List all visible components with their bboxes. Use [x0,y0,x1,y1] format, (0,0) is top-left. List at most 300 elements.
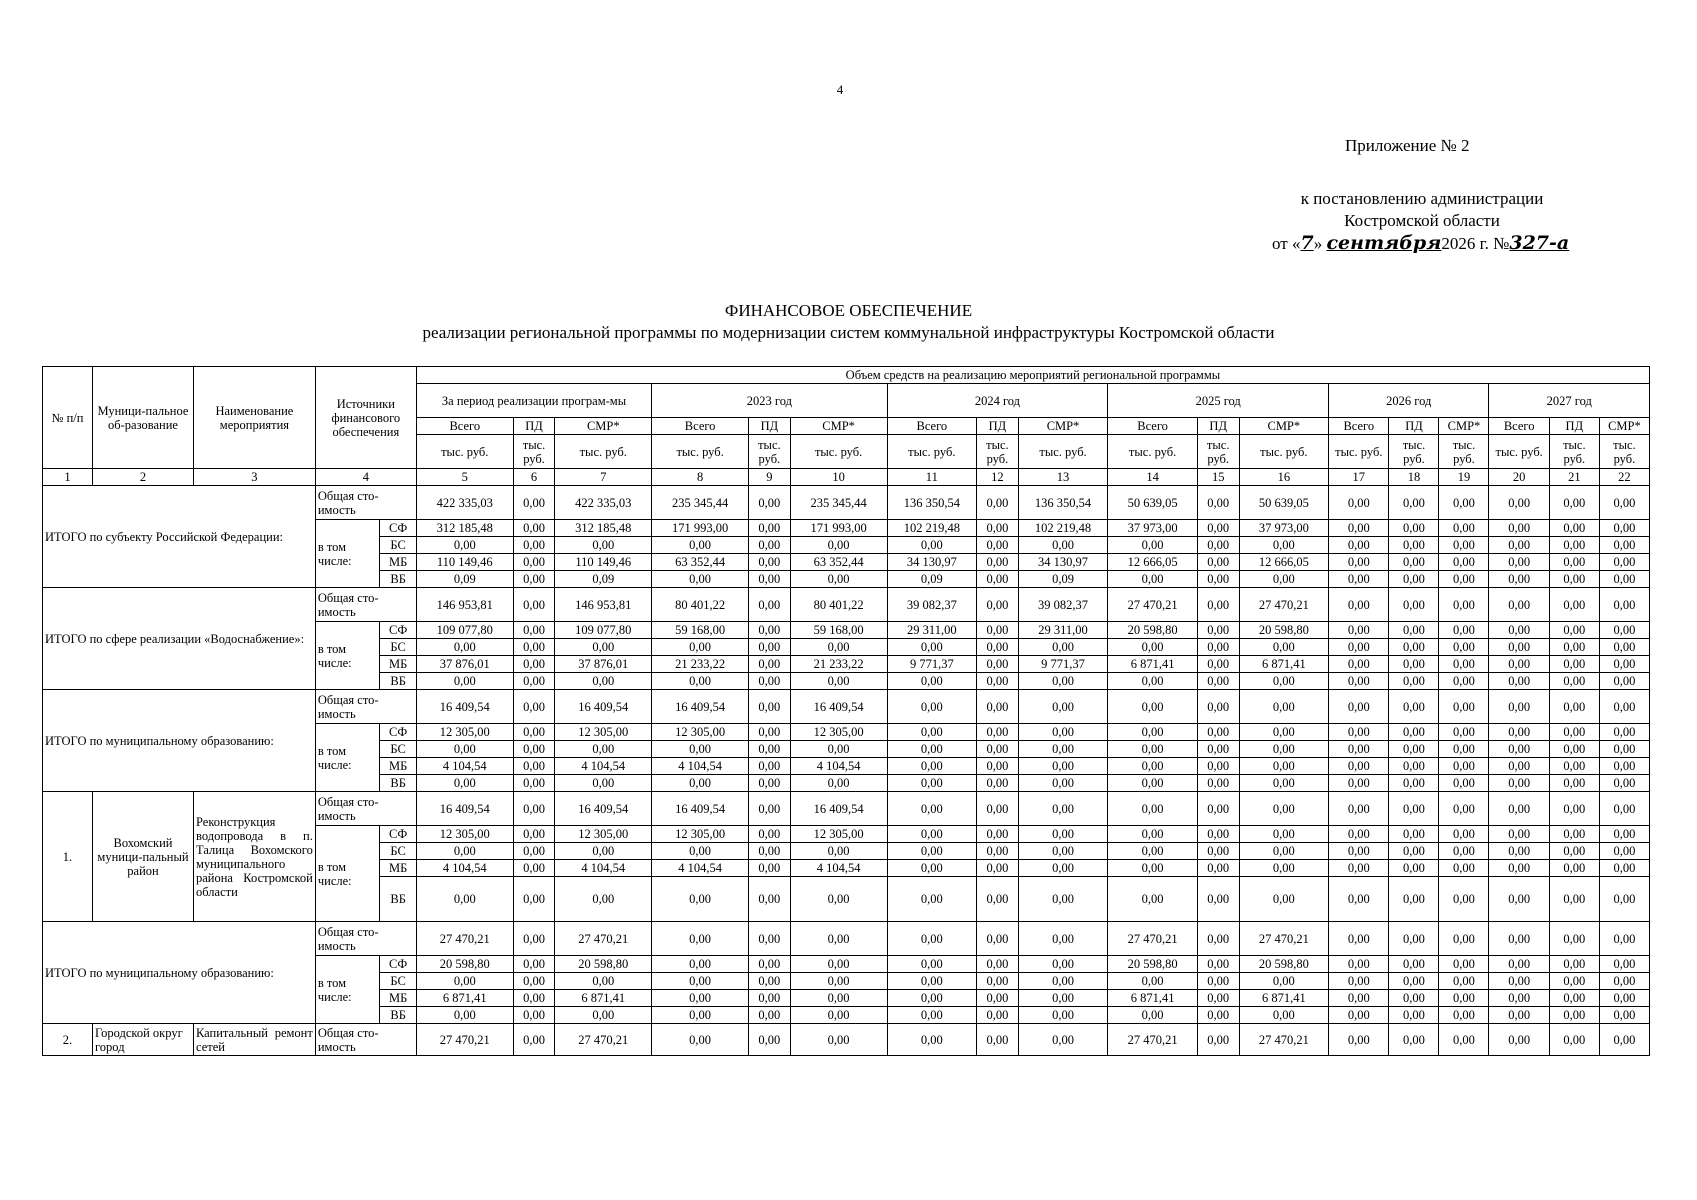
value-cell: 0,00 [652,956,749,973]
value-cell: 0,00 [1329,554,1389,571]
value-cell: 0,00 [513,571,555,588]
value-cell: 0,00 [749,656,791,673]
value-cell: 0,00 [1108,775,1198,792]
value-cell: 0,00 [1439,673,1489,690]
value-cell: 0,00 [1599,673,1649,690]
column-number: 14 [1108,469,1198,486]
value-cell: 4 104,54 [790,860,887,877]
value-cell: 0,00 [555,537,652,554]
value-cell: 0,00 [1549,1024,1599,1056]
value-cell: 0,00 [1389,571,1439,588]
source-code: СФ [380,956,416,973]
value-cell: 0,00 [1549,956,1599,973]
value-cell: 50 639,05 [1239,486,1329,520]
value-cell: 0,00 [513,826,555,843]
value-cell: 0,00 [1599,537,1649,554]
value-cell: 0,00 [416,973,513,990]
value-cell: 0,00 [1239,1007,1329,1024]
value-cell: 0,00 [1389,792,1439,826]
value-cell: 0,00 [790,775,887,792]
value-cell: 0,00 [1239,877,1329,922]
value-cell: 0,00 [1018,724,1108,741]
column-number: 4 [315,469,416,486]
value-cell: 0,00 [513,673,555,690]
value-cell: 0,00 [977,571,1019,588]
value-cell: 0,00 [1239,973,1329,990]
value-cell: 0,00 [1108,826,1198,843]
value-cell: 0,00 [887,724,977,741]
total-cost-label: Общая сто-имость [315,922,416,956]
value-cell: 0,00 [790,1007,887,1024]
value-cell: 0,00 [977,588,1019,622]
value-cell: 0,00 [1197,990,1239,1007]
value-cell: 0,00 [555,775,652,792]
source-code: СФ [380,622,416,639]
source-code: СФ [380,724,416,741]
value-cell: 0,00 [513,1007,555,1024]
handwritten-number: 327-а [1509,232,1570,254]
value-cell: 0,00 [977,537,1019,554]
source-code: БС [380,741,416,758]
value-cell: 0,00 [1549,758,1599,775]
subheader-cell: ПД [1549,418,1599,435]
value-cell: 0,00 [652,990,749,1007]
value-cell: 0,00 [749,922,791,956]
value-cell: 0,00 [1197,741,1239,758]
value-cell: 0,00 [1239,571,1329,588]
subheader-cell: ПД [1389,418,1439,435]
item-number: 1. [43,792,93,922]
value-cell: 136 350,54 [1018,486,1108,520]
decree-reference [1272,188,1572,255]
value-cell: 0,00 [1439,724,1489,741]
total-cost-label: Общая сто-имость [315,486,416,520]
including-label: в том числе: [315,622,380,690]
value-cell: 0,00 [749,1024,791,1056]
including-label: в том числе: [315,724,380,792]
column-number: 13 [1018,469,1108,486]
value-cell: 0,00 [1389,690,1439,724]
value-cell: 0,00 [1489,758,1549,775]
value-cell: 16 409,54 [416,792,513,826]
value-cell: 0,00 [790,990,887,1007]
value-cell: 0,00 [1549,792,1599,826]
value-cell: 0,00 [513,843,555,860]
subheader-cell: Всего [1108,418,1198,435]
value-cell: 0,00 [416,741,513,758]
unit-cell: тыс. руб. [749,435,791,469]
value-cell: 0,00 [977,673,1019,690]
value-cell: 0,00 [977,554,1019,571]
value-cell: 0,00 [1489,741,1549,758]
value-cell: 0,00 [1197,860,1239,877]
value-cell: 0,00 [1599,690,1649,724]
column-number: 11 [887,469,977,486]
value-cell: 27 470,21 [555,1024,652,1056]
value-cell: 0,00 [1549,860,1599,877]
value-cell: 0,00 [1389,775,1439,792]
value-cell: 0,00 [1329,990,1389,1007]
value-cell: 0,00 [1197,537,1239,554]
header-period-2026: 2026 год [1329,384,1489,418]
value-cell: 0,00 [977,656,1019,673]
value-cell: 0,00 [1439,826,1489,843]
subheader-cell: Всего [652,418,749,435]
value-cell: 0,00 [1108,537,1198,554]
value-cell: 0,00 [977,775,1019,792]
item-municipality: Вохомский муници-пальный район [92,792,193,922]
value-cell: 0,00 [1329,724,1389,741]
value-cell: 6 871,41 [555,990,652,1007]
value-cell: 0,00 [1018,956,1108,973]
value-cell: 0,00 [513,724,555,741]
value-cell: 0,00 [1489,588,1549,622]
value-cell: 0,00 [887,973,977,990]
source-code: МБ [380,758,416,775]
value-cell: 0,00 [1329,690,1389,724]
value-cell: 0,00 [790,956,887,973]
value-cell: 0,00 [1439,956,1489,973]
value-cell: 0,00 [1549,571,1599,588]
value-cell: 63 352,44 [790,554,887,571]
value-cell: 16 409,54 [555,792,652,826]
value-cell: 0,00 [1329,775,1389,792]
value-cell: 0,00 [513,775,555,792]
value-cell: 0,00 [1439,843,1489,860]
value-cell: 0,00 [555,877,652,922]
value-cell: 0,00 [1389,956,1439,973]
value-cell: 0,00 [1108,741,1198,758]
value-cell: 0,00 [1599,571,1649,588]
value-cell: 0,00 [1197,973,1239,990]
value-cell: 110 149,46 [416,554,513,571]
value-cell: 0,00 [652,877,749,922]
value-cell: 0,00 [887,792,977,826]
value-cell: 0,00 [652,571,749,588]
value-cell: 12 666,05 [1108,554,1198,571]
source-code: СФ [380,520,416,537]
column-number: 17 [1329,469,1389,486]
subheader-cell: ПД [513,418,555,435]
handwritten-day: 7 [1300,232,1314,254]
value-cell: 0,00 [1549,486,1599,520]
value-cell: 0,00 [1197,792,1239,826]
value-cell: 0,00 [977,973,1019,990]
value-cell: 27 470,21 [1239,1024,1329,1056]
subheader-cell: Всего [416,418,513,435]
value-cell: 0,00 [1389,922,1439,956]
value-cell: 20 598,80 [555,956,652,973]
value-cell: 0,00 [1329,673,1389,690]
value-cell: 0,00 [513,973,555,990]
total-cost-label: Общая сто-имость [315,1024,416,1056]
value-cell: 0,00 [652,741,749,758]
value-cell: 0,00 [749,741,791,758]
column-number: 21 [1549,469,1599,486]
value-cell: 12 305,00 [555,826,652,843]
value-cell: 27 470,21 [555,922,652,956]
total-cost-label: Общая сто-имость [315,588,416,622]
source-code: МБ [380,554,416,571]
value-cell: 0,00 [1549,826,1599,843]
value-cell: 0,00 [1239,860,1329,877]
value-cell: 0,00 [887,639,977,656]
value-cell: 0,00 [1549,775,1599,792]
value-cell: 0,00 [513,554,555,571]
value-cell: 4 104,54 [790,758,887,775]
value-cell: 20 598,80 [1108,956,1198,973]
value-cell: 0,00 [1197,486,1239,520]
value-cell: 6 871,41 [1108,990,1198,1007]
value-cell: 0,00 [513,758,555,775]
value-cell: 0,00 [1329,922,1389,956]
value-cell: 0,00 [513,877,555,922]
value-cell: 37 876,01 [555,656,652,673]
subheader-cell: ПД [749,418,791,435]
value-cell: 0,00 [977,622,1019,639]
value-cell: 0,00 [1389,1007,1439,1024]
value-cell: 0,00 [887,990,977,1007]
column-number: 8 [652,469,749,486]
value-cell: 0,00 [555,741,652,758]
value-cell: 0,00 [790,922,887,956]
value-cell: 0,00 [1489,843,1549,860]
value-cell: 12 305,00 [790,826,887,843]
column-number: 1 [43,469,93,486]
value-cell: 0,00 [1489,860,1549,877]
value-cell: 39 082,37 [887,588,977,622]
value-cell: 0,00 [1329,860,1389,877]
value-cell: 27 470,21 [1108,1024,1198,1056]
value-cell: 0,00 [977,792,1019,826]
value-cell: 80 401,22 [790,588,887,622]
value-cell: 12 305,00 [652,826,749,843]
value-cell: 0,00 [1329,486,1389,520]
value-cell: 0,00 [1108,673,1198,690]
value-cell: 0,00 [977,1024,1019,1056]
value-cell: 0,00 [1599,588,1649,622]
value-cell: 0,00 [1329,622,1389,639]
value-cell: 0,00 [1108,860,1198,877]
value-cell: 12 305,00 [416,724,513,741]
source-code: МБ [380,656,416,673]
value-cell: 6 871,41 [416,990,513,1007]
value-cell: 0,00 [1389,673,1439,690]
header-period-total: За период реализации програм-мы [416,384,651,418]
value-cell: 0,00 [513,741,555,758]
value-cell: 0,00 [416,639,513,656]
subheader-cell: СМР* [790,418,887,435]
value-cell: 29 311,00 [887,622,977,639]
decree-date-line [1272,232,1572,255]
header-period-2023: 2023 год [652,384,887,418]
value-cell: 27 470,21 [416,922,513,956]
header-num: № п/п [43,367,93,469]
value-cell: 0,00 [887,537,977,554]
unit-cell: тыс. руб. [790,435,887,469]
value-cell: 4 104,54 [555,758,652,775]
value-cell: 59 168,00 [790,622,887,639]
value-cell: 0,00 [1197,775,1239,792]
column-number: 19 [1439,469,1489,486]
item-measure: Реконструкция водопровода в п. Талица Вохомского муниципального района Костромской области [194,792,316,922]
column-number: 22 [1599,469,1649,486]
value-cell: 0,00 [1549,1007,1599,1024]
value-cell: 9 771,37 [887,656,977,673]
including-label: в том числе: [315,826,380,922]
column-number: 3 [194,469,316,486]
unit-cell: тыс. руб. [887,435,977,469]
value-cell: 20 598,80 [1108,622,1198,639]
value-cell: 0,00 [416,673,513,690]
value-cell: 4 104,54 [416,860,513,877]
value-cell: 0,00 [1197,554,1239,571]
value-cell: 0,00 [1439,990,1489,1007]
value-cell: 0,00 [1439,571,1489,588]
including-label: в том числе: [315,520,380,588]
value-cell: 0,00 [1489,1007,1549,1024]
value-cell: 0,09 [416,571,513,588]
value-cell: 0,00 [1018,1024,1108,1056]
value-cell: 0,00 [749,486,791,520]
value-cell: 0,00 [977,956,1019,973]
value-cell: 37 973,00 [1239,520,1329,537]
value-cell: 0,00 [1489,877,1549,922]
value-cell: 0,00 [887,860,977,877]
value-cell: 235 345,44 [790,486,887,520]
unit-cell: тыс. руб. [555,435,652,469]
value-cell: 6 871,41 [1239,990,1329,1007]
value-cell: 0,00 [1599,877,1649,922]
value-cell: 0,00 [1329,956,1389,973]
value-cell: 0,00 [1108,1007,1198,1024]
header-period-2024: 2024 год [887,384,1108,418]
value-cell: 0,00 [1329,741,1389,758]
value-cell: 0,00 [1239,741,1329,758]
value-cell: 4 104,54 [416,758,513,775]
value-cell: 0,00 [1389,554,1439,571]
value-cell: 0,00 [1197,758,1239,775]
value-cell: 0,00 [513,588,555,622]
value-cell: 0,00 [887,877,977,922]
total-cost-label: Общая сто-имость [315,792,416,826]
value-cell: 0,00 [790,673,887,690]
source-code: ВБ [380,877,416,922]
unit-cell: тыс. руб. [1239,435,1329,469]
total-row [43,792,1650,826]
total-row [43,922,1650,956]
value-cell: 0,00 [790,571,887,588]
value-cell: 0,00 [1018,775,1108,792]
value-cell: 0,00 [1239,724,1329,741]
value-cell: 0,00 [1599,826,1649,843]
decree-line2: Костромской области [1344,211,1500,230]
value-cell: 171 993,00 [790,520,887,537]
value-cell: 0,00 [555,973,652,990]
value-cell: 0,00 [977,486,1019,520]
value-cell: 27 470,21 [1108,588,1198,622]
subheader-cell: СМР* [1018,418,1108,435]
value-cell: 0,00 [790,877,887,922]
column-number: 5 [416,469,513,486]
value-cell: 0,00 [1439,758,1489,775]
value-cell: 0,00 [1108,571,1198,588]
unit-cell: тыс. руб. [1489,435,1549,469]
value-cell: 63 352,44 [652,554,749,571]
value-cell: 0,00 [416,843,513,860]
value-cell: 80 401,22 [652,588,749,622]
column-number: 6 [513,469,555,486]
value-cell: 0,00 [1389,877,1439,922]
value-cell: 0,00 [977,741,1019,758]
total-row [43,588,1650,622]
value-cell: 0,00 [1329,877,1389,922]
value-cell: 0,00 [1197,588,1239,622]
value-cell: 0,00 [1329,537,1389,554]
value-cell: 0,00 [1329,973,1389,990]
value-cell: 0,00 [513,537,555,554]
value-cell: 0,00 [1549,741,1599,758]
subheader-cell: ПД [1197,418,1239,435]
column-number: 9 [749,469,791,486]
value-cell: 0,00 [652,1007,749,1024]
value-cell: 0,00 [1439,860,1489,877]
unit-cell: тыс. руб. [1018,435,1108,469]
value-cell: 422 335,03 [555,486,652,520]
value-cell: 0,00 [977,990,1019,1007]
value-cell: 0,00 [416,1007,513,1024]
value-cell: 0,00 [1018,990,1108,1007]
value-cell: 0,00 [749,758,791,775]
value-cell: 0,00 [1489,826,1549,843]
value-cell: 136 350,54 [887,486,977,520]
value-cell: 0,00 [1599,741,1649,758]
value-cell: 0,00 [1389,843,1439,860]
value-cell: 146 953,81 [555,588,652,622]
value-cell: 4 104,54 [555,860,652,877]
value-cell: 0,00 [652,537,749,554]
value-cell: 0,00 [1389,973,1439,990]
value-cell: 0,00 [977,826,1019,843]
financing-table [42,366,1650,1056]
value-cell: 0,00 [1599,990,1649,1007]
value-cell: 12 305,00 [416,826,513,843]
group-label: ИТОГО по сфере реализации «Водоснабжение»: [43,588,316,690]
value-cell: 0,00 [1018,860,1108,877]
value-cell: 20 598,80 [1239,956,1329,973]
value-cell: 0,00 [749,843,791,860]
value-cell: 0,00 [513,956,555,973]
value-cell: 16 409,54 [790,792,887,826]
value-cell: 0,00 [1489,973,1549,990]
value-cell: 0,00 [1599,792,1649,826]
value-cell: 0,00 [790,741,887,758]
value-cell: 34 130,97 [1018,554,1108,571]
value-cell: 0,00 [1329,571,1389,588]
value-cell: 0,00 [1239,843,1329,860]
value-cell: 0,00 [1489,990,1549,1007]
value-cell: 0,00 [1108,877,1198,922]
decree-line1: к постановлению администрации [1300,189,1544,208]
value-cell: 0,00 [977,860,1019,877]
unit-cell: тыс. руб. [1197,435,1239,469]
value-cell: 0,00 [1489,922,1549,956]
value-cell: 0,00 [1599,860,1649,877]
value-cell: 0,00 [1018,758,1108,775]
value-cell: 0,00 [790,973,887,990]
value-cell: 0,00 [1489,622,1549,639]
value-cell: 0,00 [1489,792,1549,826]
